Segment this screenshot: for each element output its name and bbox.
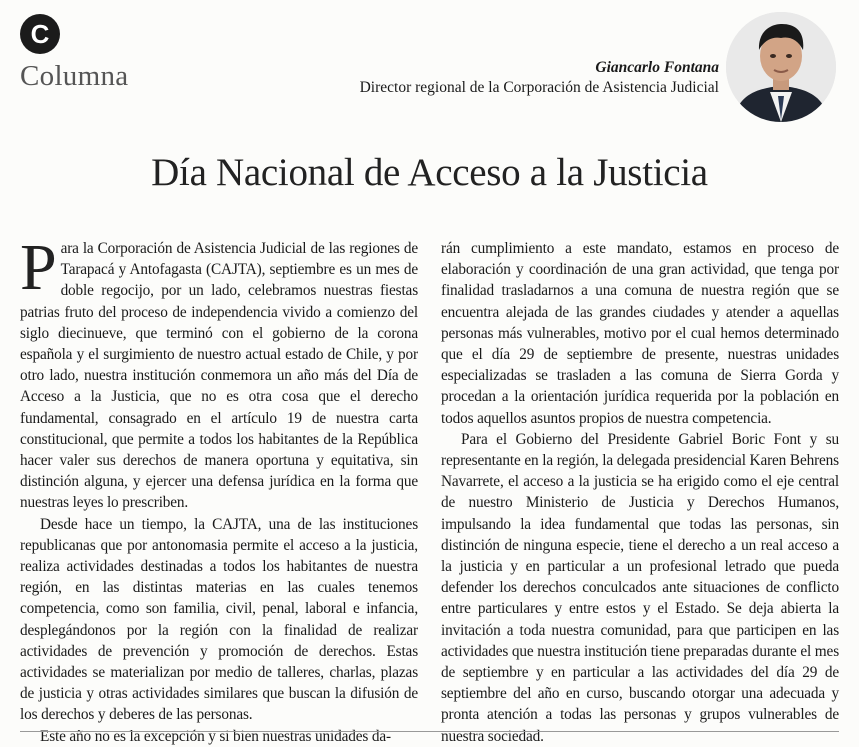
- article-column-left: [20, 231, 418, 747]
- paragraph: rán cumplimiento a este mandato, estamos en proceso de elaboración y coordinación de una gran actividad, que tenga por finalidad trasladarnos a una comuna de nuestra región que se encuentra alejada de las grandes ciudades y atender a aquellas personas más vulnerables, motivo por el cual hemos determinado que el día 29 de septiembre de presente, nuestras unidades especializadas se trasladen a las comuna de Sierra Gorda y procedan a la orientación jurídica requerida por la población en todos aquellos asuntos propios de nuestra competencia.: [441, 240, 839, 427]
- author-portrait-image: [726, 12, 836, 122]
- paragraph: Para la Corporación de Asistencia Judicial de las regiones de Tarapacá y Antofagasta (CAJTA), septiembre es un mes de doble regocijo, por un lado, celebramos nuestras fiestas patrias fruto del proceso de independencia vivido a comienzo del siglo diecinueve, que terminó con el gobierno de la corona española y el surgimiento de nuestro actual estado de Chile, y por otro lado, nuestra institución conmemora un año más del Día de Acceso a la Justicia, que no es otra cosa que el derecho fundamental, consagrado en el artículo 19 de nuestra carta constitucional, que permite a todos los habitantes de la República hacer valer sus derechos de manera oportuna y equitativa, sin distinción alguna, y ejercer una defensa jurídica en la forma que nuestras leyes lo prescriben.: [20, 231, 418, 512]
- author-name: Giancarlo Fontana: [595, 59, 719, 76]
- paragraph: Este año no es la excepción y si bien nuestras unidades da-: [40, 727, 391, 745]
- column-badge: C: [20, 14, 60, 54]
- bottom-divider: [20, 731, 839, 732]
- article-title: Día Nacional de Acceso a la Justicia: [151, 151, 708, 194]
- paragraph: Para el Gobierno del Presidente Gabriel Boric Font y su representante en la región, la delegada presidencial Karen Behrens Navarrete, el acceso a la justicia se ha erigido como el eje central de nuestro Ministerio de Justicia y Derechos Humanos, impulsando la idea fundamental que todas las personas, sin distinción de ninguna especie, tiene el derecho a un real acceso a la justicia y en particular a un profesional letrado que pueda defender los derechos conculcados ante situaciones de conflicto entre particulares y entre estos y el Estado. Se deja abierta la invitación a toda nuestra comunidad, para que participen en las actividades que nuestra institución tiene preparadas durante el mes de septiembre y en particular a las actividades del día 29 de septiembre del año en curso, buscando otorgar una adecuada y pronta atención a todas las personas y grupos vulnerables de nuestra sociedad.: [441, 430, 839, 745]
- drop-cap: P: [20, 231, 57, 304]
- article-column-right: [441, 238, 839, 747]
- author-byline: [299, 58, 719, 98]
- author-role: Director regional de la Corporación de Asistencia Judicial: [359, 79, 719, 96]
- paragraph: Desde hace un tiempo, la CAJTA, una de las instituciones republicanas que por antonomasia permite el acceso a la justicia, realiza actividades destinadas a todos los habitantes de nuestra región, en las distintas materias en las cuales tenemos competencia, como son familia, civil, penal, laboral e infancia, desplegándonos por la región con la finalidad de realizar actividades de prevención y promoción de derechos. Estas actividades se materializan por medio de talleres, charlas, plazas de justicia y otras actividades similares que buscan la difusión de los derechos y deberes de las personas.: [20, 515, 418, 724]
- author-photo: [726, 12, 836, 122]
- section-label: Columna: [20, 60, 129, 92]
